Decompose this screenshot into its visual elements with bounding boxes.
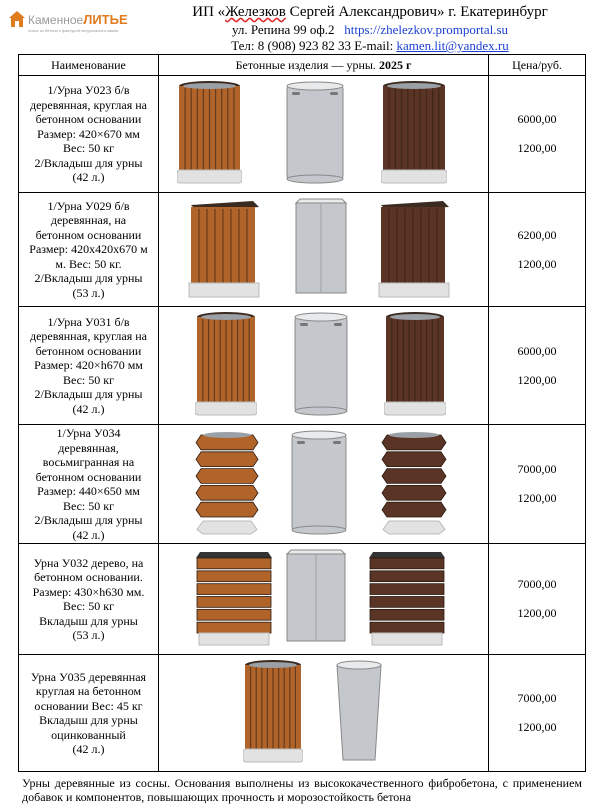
website-link[interactable]: https://zhelezkov.promportal.su — [344, 22, 509, 37]
insert-price: 1200,00 — [517, 720, 557, 734]
product-description — [19, 76, 159, 193]
price-cell — [489, 655, 586, 772]
table-row — [19, 193, 586, 307]
description-line: Урна У032 дерево, на — [33, 555, 144, 570]
round-wooden-urn-image — [177, 80, 242, 190]
description-line: 1/Урна У034 — [56, 426, 121, 440]
footer-note: Урны деревянные из сосны. Основания выполнены из высококачественного фибробетона, с применением добавок и компонентов, повышающих прочность и морозостойкость бетона — [22, 776, 582, 804]
table-header-row — [19, 55, 586, 76]
description-line: 1/Урна У031 б/в — [47, 314, 130, 329]
description-line: (53 л.) — [72, 628, 105, 642]
insert-price: 1200,00 — [517, 491, 557, 505]
insert-price: 1200,00 — [517, 372, 557, 387]
description-line: 1/Урна У023 б/в — [47, 83, 130, 98]
description-line: деревянная, на — [50, 213, 127, 228]
octagonal-wooden-urn-image — [195, 429, 259, 541]
phone: Тел: 8 (908) 923 82 33 E-mail: — [231, 38, 397, 53]
description-line: круглая на бетонном — [35, 684, 142, 698]
description-line: (42 л.) — [72, 170, 105, 185]
insert-price: 1200,00 — [517, 256, 557, 271]
company-address-line — [150, 22, 590, 38]
table-row — [19, 655, 586, 772]
description-line: Вкладыш для урны — [39, 713, 138, 727]
description-line: Размер: 430×h630 мм. — [32, 584, 145, 599]
square-wooden-urn-image — [187, 197, 261, 304]
price-cell — [489, 193, 586, 307]
insert-price: 1200,00 — [517, 606, 557, 620]
description-line: Вес: 50 кг — [62, 141, 115, 156]
square-metal-insert-image — [292, 197, 350, 304]
insert-price: 1200,00 — [517, 141, 557, 155]
price-cell — [489, 425, 586, 544]
urn-price: 7000,00 — [517, 462, 557, 476]
col-header-products: Бетонные изделия — урны. 2025 г — [159, 55, 489, 76]
description-line: оцинкованный — [51, 727, 126, 742]
description-line: бетонном основании — [35, 469, 142, 484]
description-line: бетонном основании. — [34, 570, 143, 584]
description-line: основании Вес: 45 кг — [34, 698, 143, 713]
table-row — [19, 76, 586, 193]
logo-tagline: литье из бетона с фактурой натурального камня — [28, 28, 119, 33]
description-line: (53 л.) — [72, 285, 105, 300]
tapered-metal-insert-image — [335, 659, 383, 769]
urn-price: 7000,00 — [517, 691, 557, 705]
description-line: 2/Вкладыш для урны — [34, 387, 143, 402]
description-line: Вес: 50 кг — [62, 498, 115, 513]
price-cell — [489, 76, 586, 193]
product-images — [159, 544, 489, 655]
description-line: 2/Вкладыш для урны — [34, 513, 143, 527]
square-metal-insert-image — [283, 548, 349, 652]
round-metal-insert-image — [289, 429, 349, 541]
description-line: Размер: 420×h670 мм — [34, 358, 143, 373]
horizontal-slat-urn-image — [194, 548, 274, 652]
description-line: (42 л.) — [72, 401, 105, 416]
description-line: (42 л.) — [72, 527, 105, 542]
description-line: бетонном основании — [35, 112, 142, 127]
urn-price: 7000,00 — [517, 577, 557, 591]
product-images — [159, 193, 489, 307]
contact-line — [150, 38, 590, 54]
description-line: деревянная, круглая на — [29, 97, 148, 112]
description-line: Размер: 420×670 мм — [37, 126, 140, 141]
description-line: бетонном основании — [35, 343, 142, 358]
description-line: Вес: 50 кг — [62, 372, 115, 387]
description-line: (42 л.) — [72, 742, 105, 756]
horizontal-slat-urn-image — [367, 548, 447, 652]
price-table — [18, 54, 586, 772]
octagonal-wooden-urn-image — [381, 429, 447, 541]
product-images — [159, 655, 489, 772]
col-header-name: Наименование — [19, 55, 159, 76]
square-wooden-urn-image — [377, 197, 451, 304]
table-row — [19, 544, 586, 655]
urn-price: 6000,00 — [517, 112, 557, 126]
urn-price: 6200,00 — [517, 227, 557, 242]
company-logo — [8, 8, 140, 42]
logo-house-icon — [8, 10, 26, 28]
table-row — [19, 425, 586, 544]
description-line: м. Вес: 50 кг. — [55, 256, 122, 271]
description-line: 2/Вкладыш для урны — [34, 155, 143, 170]
address: ул. Репина 99 оф.2 — [231, 22, 335, 37]
description-line: Урна У035 деревянная — [30, 669, 147, 684]
col-header-price: Цена/руб. — [489, 55, 586, 76]
product-description — [19, 193, 159, 307]
product-description — [19, 425, 159, 544]
price-cell — [489, 307, 586, 425]
round-wooden-urn-image — [381, 80, 447, 190]
round-metal-insert-image — [292, 311, 350, 422]
product-images — [159, 76, 489, 193]
email-link[interactable]: kamen.lit@yandex.ru — [396, 38, 509, 53]
product-description — [19, 307, 159, 425]
description-line: деревянная, круглая на — [29, 329, 148, 344]
table-row — [19, 307, 586, 425]
product-description — [19, 655, 159, 772]
logo-text: КаменноеЛИТЬЕ — [28, 12, 128, 27]
product-images — [159, 425, 489, 544]
description-line: восьмигранная на — [42, 455, 135, 469]
description-line: Вкладыш для урны — [39, 613, 138, 628]
product-images — [159, 307, 489, 425]
urn-price: 6000,00 — [517, 343, 557, 358]
description-line: Размер: 420x420x670 м — [29, 242, 148, 257]
round-wooden-urn-image — [243, 659, 303, 769]
round-metal-insert-image — [284, 80, 346, 190]
description-line: деревянная, — [58, 440, 119, 455]
price-cell — [489, 544, 586, 655]
description-line: бетонном основании — [35, 227, 142, 242]
description-line: Размер: 440×650 мм — [37, 484, 140, 498]
description-line: 1/Урна У029 б/в — [47, 198, 130, 213]
round-wooden-urn-image — [384, 311, 446, 422]
description-line: 2/Вкладыш для урны — [34, 271, 143, 286]
round-wooden-urn-image — [195, 311, 257, 422]
company-name: ИП «Железков Сергей Александрович» г. Екатеринбург — [192, 4, 548, 20]
description-line: Вес: 50 кг — [62, 599, 115, 613]
product-description — [19, 544, 159, 655]
